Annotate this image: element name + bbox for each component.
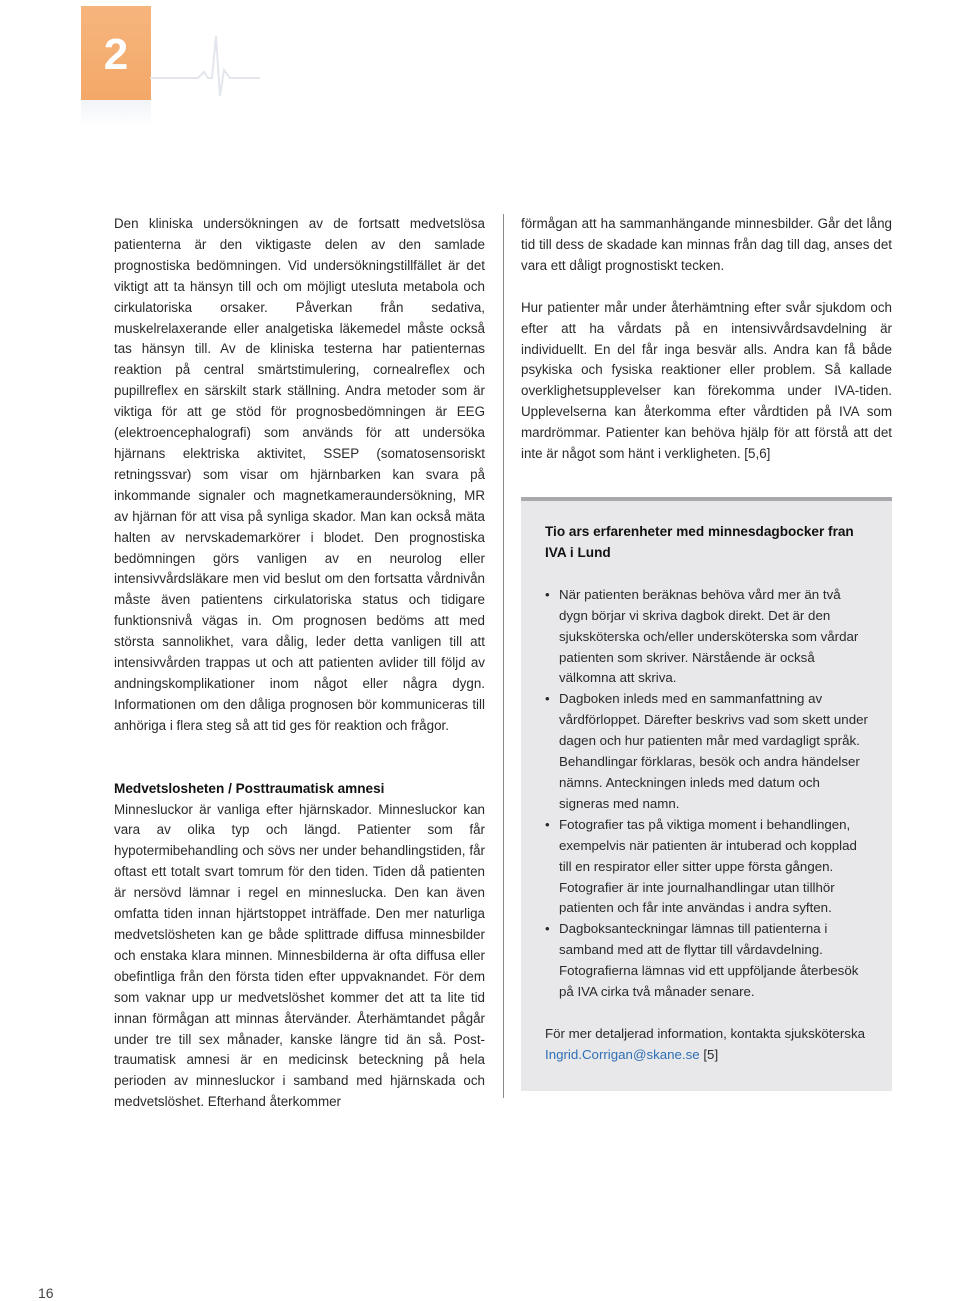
page-number: 16 <box>38 1285 54 1301</box>
email-link[interactable]: Ingrid.Corrigan@skane.se <box>545 1046 700 1062</box>
left-column <box>114 214 485 1113</box>
chapter-tab <box>81 6 151 100</box>
info-box <box>521 497 892 1091</box>
footer-text: För mer detaljerad information, kontakta sjuksköterska <box>545 1025 866 1041</box>
list-item-text: Dagboken inleds med en sammanfattning av vårdförloppet. Därefter beskrivs vad som skett under dagen och hur patienten mår med vardagligt språk. Behandlingar förklaras, besök och andra händelser nämns. Anteckningen inleds med datum och signeras med namn. <box>559 691 868 811</box>
info-box-list <box>545 585 868 1003</box>
list-item <box>545 689 868 814</box>
bullet-icon: • <box>545 816 550 832</box>
right-paragraph-1: förmågan att ha sammanhängande minnesbilder. Går det lång tid till dess de skadade kan minnas från dag till dag, anses det vara ett dåligt prognostiskt tecken. <box>521 216 892 273</box>
chapter-tab-shadow <box>81 100 151 126</box>
bullet-icon: • <box>545 921 550 937</box>
list-item-text: Fotografier tas på viktiga moment i behandlingen, exempelvis när patienten är intuberad och kopplad till en respirator eller sitter uppe första gången. Fotografier är inte journalhandlingar utan tillhör patienten och får inte användas i andra syften. <box>559 816 857 916</box>
list-item <box>545 585 868 690</box>
intro-paragraph: Den kliniska undersökningen av de fortsatt medvetslösa patienterna är den viktigaste delen av den samlade prognostiska bedömningen. Vid undersökningstillfället är det viktigt att ta hänsyn till och om möjligt utesluta metabola och cirkulatoriska orsaker. Påverkan från sedativa, muskelrelaxerande eller analgetiska läkemedel måste också tas hänsyn till. Av de kliniska testerna har patienternas reaktion på central smärtstimulering, cornealreflex och pupillreflex en särskilt stark ställning. Andra metoder som är viktiga för att ge stöd för prognosbedömningen är EEG (elektroencephalografi) som används för att undersöka hjärnans elektriska aktivitet, SSEP (somatosensoriskt retningssvar) som visar om hjärnbarken kan svara på inkommande signaler och magnetkameraundersökning, MR av hjärnan för att visa på synliga skador. Man kan också mäta halten av nervskademarkörer i blodet. Den prognostiska bedömningen görs vanligen av en neurolog eller intensivvårdsläkare men vid beslut om den fortsatta vårdnivån måste även patientens cirkulatoriska status och tidigare funktionsnivå vägas in. Om prognosen bedöms att med största sannolikhet, vara dålig, leder detta vanligen till att intensivvården trappas ut och att patienten avlider till följd av andningskomplikationer inom något eller några dygn. Informationen om den dåliga prognosen bör kommuniceras till anhöriga i flera steg så att tid ges för reaktion och frågor. <box>114 216 485 733</box>
list-item <box>545 919 868 1003</box>
section-paragraph: Minnesluckor är vanliga efter hjärnskador. Minnesluckor kan vara av olika typ och längd. Patienter som får hypotermibehandling och sövs ner under behandlingstiden, får oftast ett totalt svart tomrum för den tiden. Tiden då patienten är nersövd lämnar i regel en minneslucka. Den kan även omfatta tiden innan hjärtstoppet inträffade. Den mer naturliga medvetslösheten kan ge både splittrade diffusa minnesbilder och enstaka klara minnen. Minnesbilderna är ofta diffusa eller obefintliga från den första tiden efter uppvaknandet. För dem som vaknar upp ur medvetslöshet kommer det att ta lite tid innan förmågan att minnas återvänder. Återhämtandet pågår under tre till sex månader, kanske längre tid än så. Post-traumatisk amnesi är en medicinsk beteckning på hela perioden av minnesluckor i samband med hjärnskada och medvetslöshet. Efterhand återkommer <box>114 801 485 1110</box>
list-item <box>545 815 868 920</box>
heartbeat-line-icon <box>150 28 260 98</box>
info-box-title: Tio ars erfarenheter med minnesdagbocker fran IVA i Lund <box>545 524 854 560</box>
chapter-number: 2 <box>103 30 129 79</box>
section-heading: Medvetslosheten / Posttraumatisk amnesi <box>114 780 385 796</box>
info-box-footer <box>545 1024 868 1066</box>
bullet-icon: • <box>545 691 550 707</box>
list-item-text: Dagboksanteckningar lämnas till patienterna i samband med att de flyttar till vårdavdelning. Fotografierna lämnas vid ett uppföljande återbesök på IVA cirka två månader senare. <box>559 921 859 1000</box>
footer-reference: [5] <box>699 1046 719 1062</box>
right-paragraph-2: Hur patienter mår under återhämtning efter svår sjukdom och efter att ha vårdats på en intensivvårdsavdelning är individuellt. En del får inga besvär alls. Andra kan få både psykiska och fysiska reaktioner eller problem. Så kallade overklighetsupplevelser kan förekomma under IVA-tiden. Upplevelserna kan återkomma efter vårdtiden på IVA som mardrömmar. Patienter kan behöva hjälp för att förstå att det inte är något som hänt i verkligheten. [5,6] <box>521 299 892 462</box>
list-item-text: När patienten beräknas behöva vård mer än två dygn börjar vi skriva dagbok direkt. Det är den sjuksköterska och/eller undersköterska som vårdar patienten som skriver. Närstående är också välkomna att skriva. <box>559 586 859 686</box>
right-column <box>521 214 892 465</box>
column-divider <box>503 214 504 1098</box>
bullet-icon: • <box>545 586 550 602</box>
